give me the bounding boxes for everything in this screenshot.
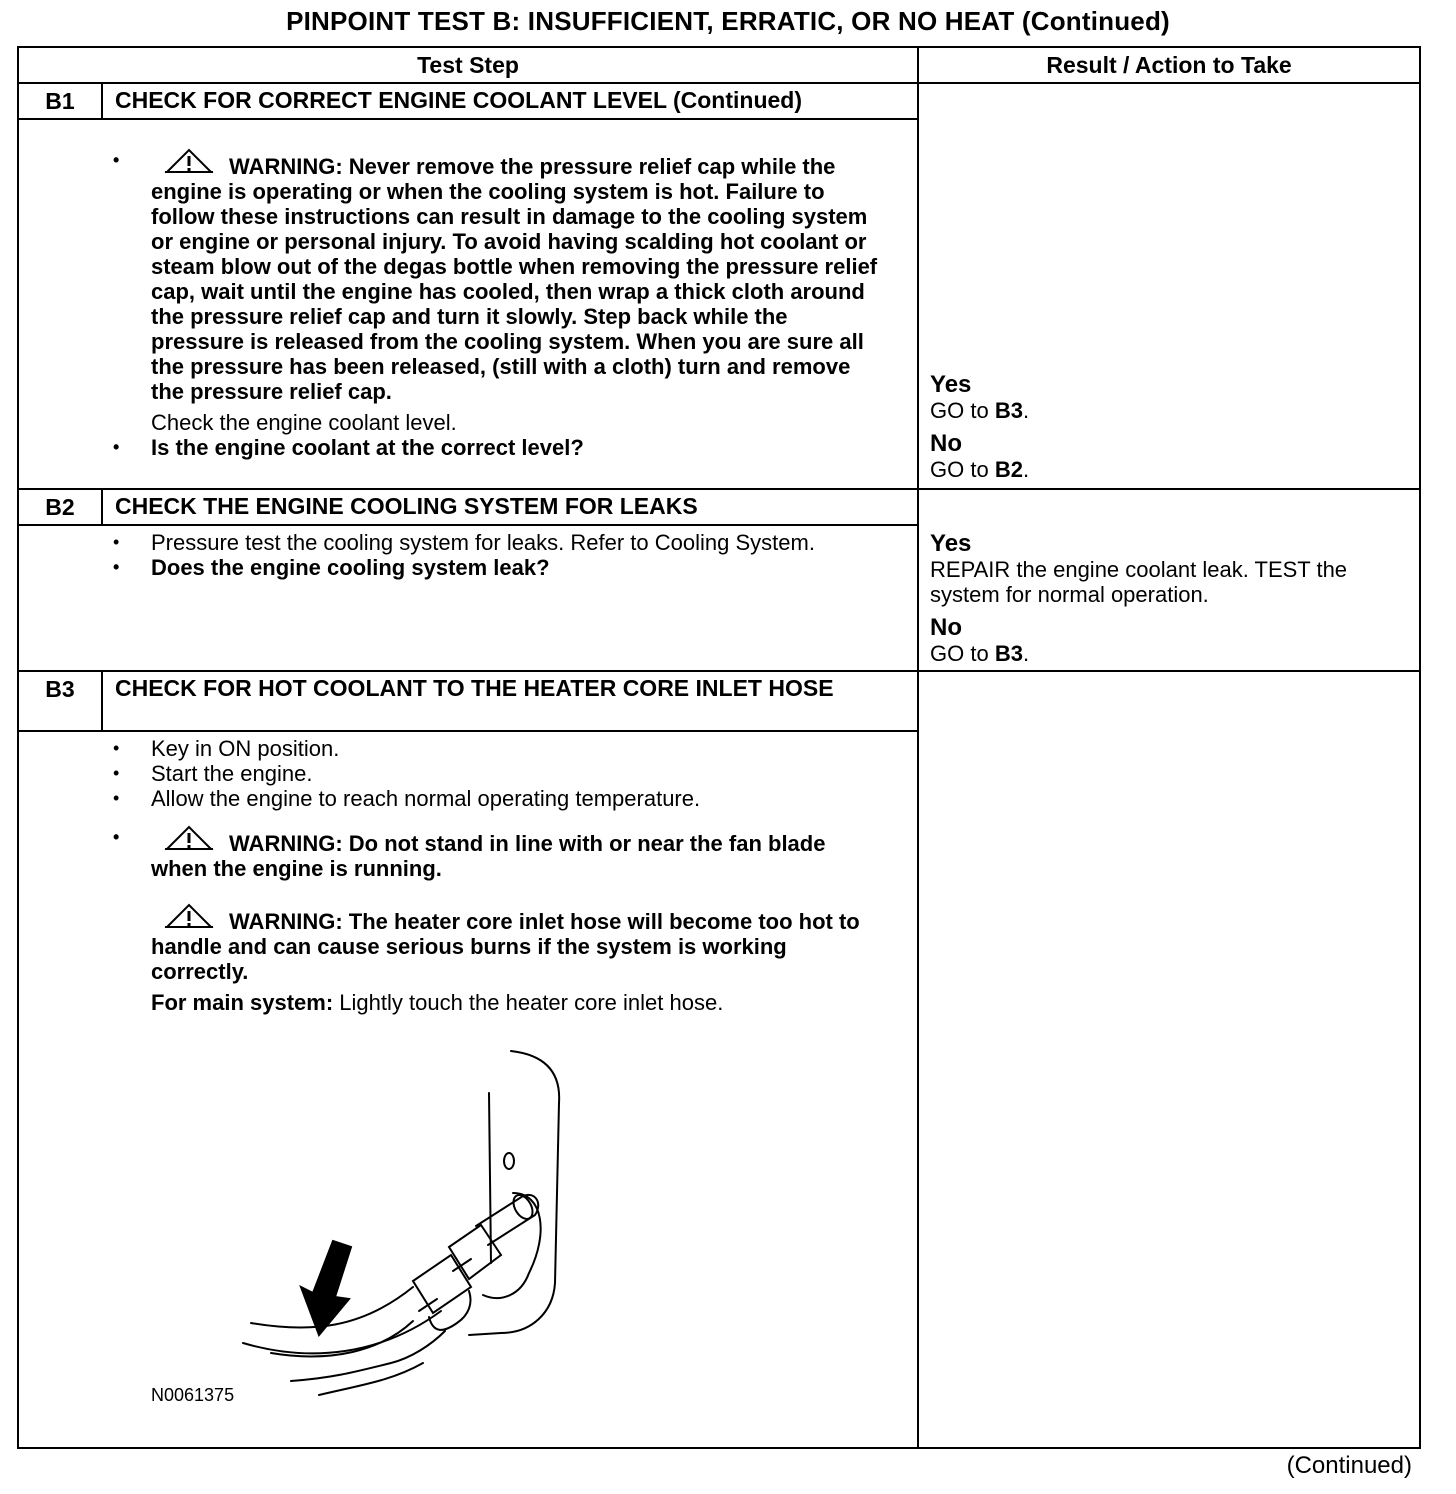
result-b1-no-action: GO to B2. — [930, 457, 1030, 482]
result-b2-yes: Yes — [930, 530, 972, 557]
step-title-b1: CHECK FOR CORRECT ENGINE COOLANT LEVEL (Continued) — [102, 83, 918, 119]
step-body-b1 — [18, 119, 918, 489]
heater-hose-figure — [151, 1033, 601, 1433]
step-id-b1: B1 — [18, 83, 102, 119]
step-b3-1: • Key in ON position. — [113, 736, 340, 761]
result-b1-no: No — [930, 430, 963, 457]
warning-triangle-icon — [163, 903, 215, 934]
header-result: Result / Action to Take — [918, 47, 1420, 83]
step-title-b2: CHECK THE ENGINE COOLING SYSTEM FOR LEAKS — [102, 489, 918, 525]
question-b2: • Does the engine cooling system leak? — [113, 555, 550, 580]
arrow-icon — [301, 1241, 351, 1335]
result-b2 — [918, 489, 1420, 671]
result-b2-no-action: GO to B3. — [930, 641, 1030, 666]
heater-hose-illustration — [151, 1033, 601, 1433]
main-system-instruction: For main system: Lightly touch the heater core inlet hose. — [151, 990, 724, 1015]
result-b3 — [918, 671, 1420, 1448]
result-b1 — [918, 83, 1420, 489]
pinpoint-test-table — [17, 46, 1421, 1449]
result-b1-yes-action: GO to B3. — [930, 398, 1030, 423]
step-body-b2 — [18, 525, 918, 671]
step-id-b3: B3 — [18, 671, 102, 731]
question-b1: • Is the engine coolant at the correct level? — [113, 435, 584, 460]
page-title: PINPOINT TEST B: INSUFFICIENT, ERRATIC, OR NO HEAT (Continued) — [286, 6, 1170, 36]
result-b2-yes-action: REPAIR the engine coolant leak. TEST the system for normal operation. — [930, 557, 1348, 607]
continued-footer: (Continued) — [1286, 1452, 1412, 1479]
warning-triangle-icon — [163, 825, 215, 856]
warning-b1: • WARNING: Never remove the pressure relief cap while the engine is operating or when the cooling system is hot. Failure to follow these instructions can result in damage to the cooling system or engine or personal injury. To avoid having scalding hot coolant or steam blow out of the degas bottle when removing the pressure relief cap, wait until the engine has cooled, then wrap a thick cloth around the pressure relief cap and turn it slowly. Step back while the pressure is released from the cooling system. When you are sure all the pressure has been released, (still with a cloth) turn and remove the pressure relief cap. — [113, 150, 878, 404]
check-b1: Check the engine coolant level. — [151, 410, 457, 435]
step-title-b3: CHECK FOR HOT COOLANT TO THE HEATER CORE INLET HOSE — [102, 671, 918, 731]
step-body-b3 — [18, 731, 918, 1448]
step-id-b2: B2 — [18, 489, 102, 525]
step-b2-1: • Pressure test the cooling system for leaks. Refer to Cooling System. — [113, 530, 815, 555]
warning-b3-1: • WARNING: Do not stand in line with or near the fan blade when the engine is running. — [113, 827, 826, 881]
step-b3-2: • Start the engine. — [113, 761, 313, 786]
figure-id: N0061375 — [151, 1385, 235, 1405]
result-b2-no: No — [930, 614, 963, 641]
result-b1-yes: Yes — [930, 371, 972, 398]
header-test-step: Test Step — [18, 47, 918, 83]
step-b3-3: • Allow the engine to reach normal operating temperature. — [113, 786, 701, 811]
warning-triangle-icon — [163, 148, 215, 179]
warning-b3-2: WARNING: The heater core inlet hose will become too hot to handle and can cause serious burns if the system is working correctly. — [151, 903, 881, 984]
